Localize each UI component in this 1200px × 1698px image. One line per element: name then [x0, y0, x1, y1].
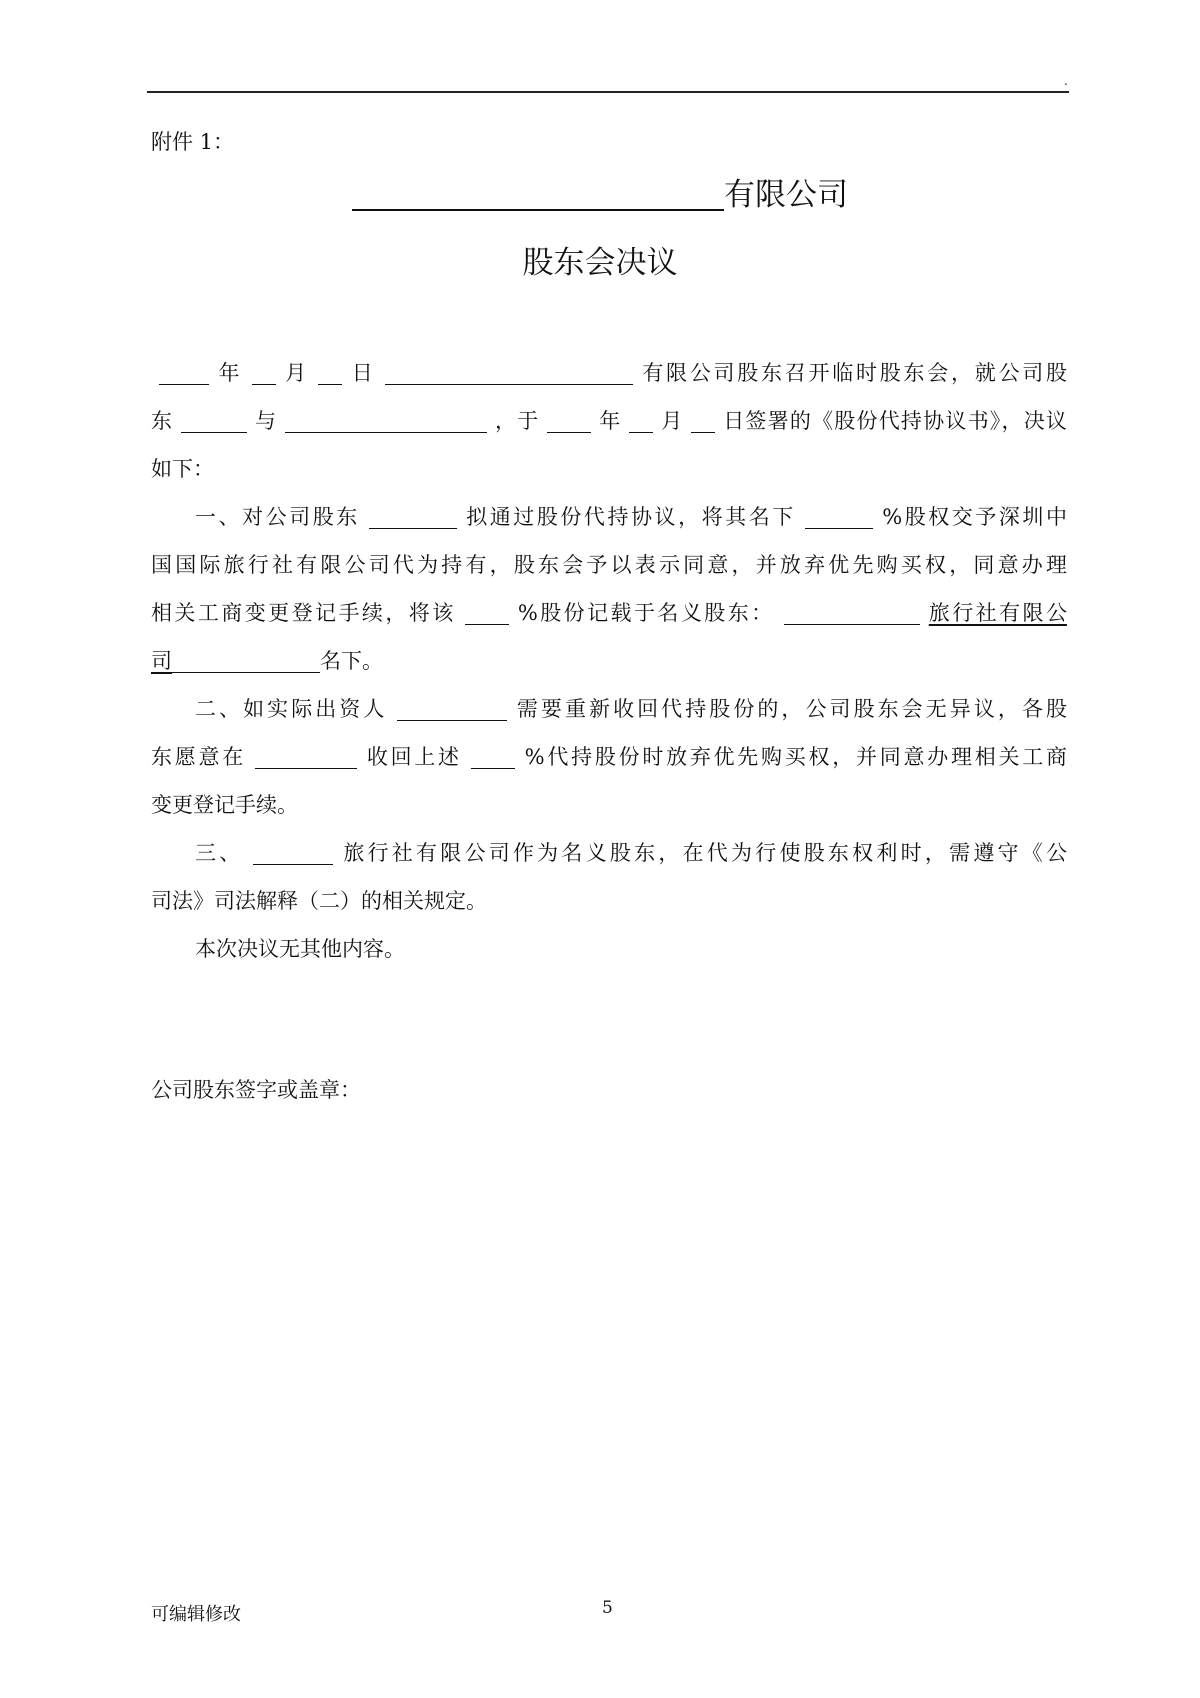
- shareholder-a-blank: [181, 408, 247, 433]
- item-1-line-2: 国国际旅行社有限公司代为持有，股东会予以表示同意，并放弃优先购买权，同意办理: [151, 553, 1067, 577]
- header-rule: [147, 91, 1069, 93]
- attachment-label: 附件 1：: [151, 130, 235, 154]
- item-3-line-1: [151, 836, 1067, 884]
- text-item3-nominal: 旅行社有限公司作为名义股东，在代为行使股东权利时，需遵守《公: [343, 841, 1067, 865]
- document-body: [151, 356, 1067, 980]
- paragraph-1-line-2: [151, 404, 1067, 452]
- text-item2-waive: %代持股份时放弃优先购买权，并同意办理相关工商: [524, 745, 1067, 769]
- text-month: 月: [285, 361, 309, 385]
- text-sign-month: 月: [661, 409, 684, 433]
- company-name-blank: [352, 179, 724, 211]
- item-3-line-2: 司法》司法解释（二）的相关规定。: [151, 889, 487, 913]
- item1-nominal-blank: [784, 600, 920, 625]
- text-item1-register: 相关工商变更登记手续，将该: [151, 601, 456, 625]
- closing-line: 本次决议无其他内容。: [195, 937, 405, 961]
- company-title: [0, 169, 1200, 214]
- item2-investor-blank: [397, 696, 507, 721]
- sign-day-blank: [691, 408, 715, 433]
- text-and: 与: [255, 409, 278, 433]
- item-1-line-3: [151, 596, 1067, 644]
- document-title: 股东会决议: [522, 245, 678, 281]
- item1-share-percent-blank: [465, 600, 509, 625]
- shareholder-b-blank: [285, 408, 487, 433]
- text-item1-proxy: 拟通过股份代持协议，将其名下: [466, 505, 796, 529]
- text-shareholder: 东: [151, 409, 174, 433]
- footer-editable-note: 可编辑修改: [151, 1604, 241, 1625]
- text-day: 日: [351, 361, 376, 385]
- item2-time-blank: [255, 744, 357, 769]
- text-item1-equity: %股权交予深圳中: [882, 505, 1067, 529]
- text-item2-start: 二、如实际出资人: [195, 697, 388, 721]
- item3-agency-blank: [253, 840, 333, 865]
- item2-percent-blank: [471, 744, 515, 769]
- item1-percent-blank: [805, 504, 873, 529]
- text-item3-start: 三、: [195, 841, 244, 865]
- sign-year-blank: [547, 408, 591, 433]
- item-2-line-3: 变更登记手续。: [151, 793, 298, 817]
- text-item1-nominal: %股份记载于名义股东：: [517, 601, 775, 625]
- paragraph-1-line-1: [151, 356, 1067, 404]
- month-blank: [252, 360, 276, 385]
- text-meeting: 有限公司股东召开临时股东会，就公司股: [642, 361, 1067, 385]
- item-1-line-4: [151, 644, 1067, 692]
- day-blank: [318, 360, 342, 385]
- company-blank: [385, 360, 633, 385]
- sign-month-blank: [629, 408, 653, 433]
- text-item1-agency: 旅行社有限公: [928, 601, 1067, 625]
- year-blank: [159, 360, 209, 385]
- paragraph-1-leading-space: [151, 356, 209, 390]
- text-item2-willing: 东愿意在: [151, 745, 246, 769]
- item-1-line-1: [151, 500, 1067, 548]
- item1-shareholder-blank: [369, 504, 457, 529]
- text-year: 年: [218, 361, 243, 385]
- item1-name-blank: [172, 648, 320, 673]
- text-sign-year: 年: [599, 409, 622, 433]
- text-on: ，于: [495, 409, 540, 433]
- company-suffix: 有限公司: [724, 177, 848, 213]
- paragraph-1-line-3: 如下：: [151, 457, 214, 481]
- signature-label: 公司股东签字或盖章：: [151, 1078, 361, 1102]
- text-item1-start: 一、对公司股东: [195, 505, 360, 529]
- text-item1-under-name: 名下。: [320, 649, 383, 673]
- text-item2-recover-above: 收回上述: [366, 745, 462, 769]
- header-dot: .: [1064, 74, 1068, 88]
- page-number: 5: [602, 1598, 613, 1618]
- text-agreement: 日签署的《股份代持协议书》，决议: [723, 409, 1067, 433]
- text-item2-recover: 需要重新收回代持股份的，公司股东会无异议，各股: [516, 697, 1067, 721]
- item-2-line-1: [151, 692, 1067, 740]
- text-item1-si: 司: [151, 649, 172, 673]
- item-2-line-2: [151, 740, 1067, 788]
